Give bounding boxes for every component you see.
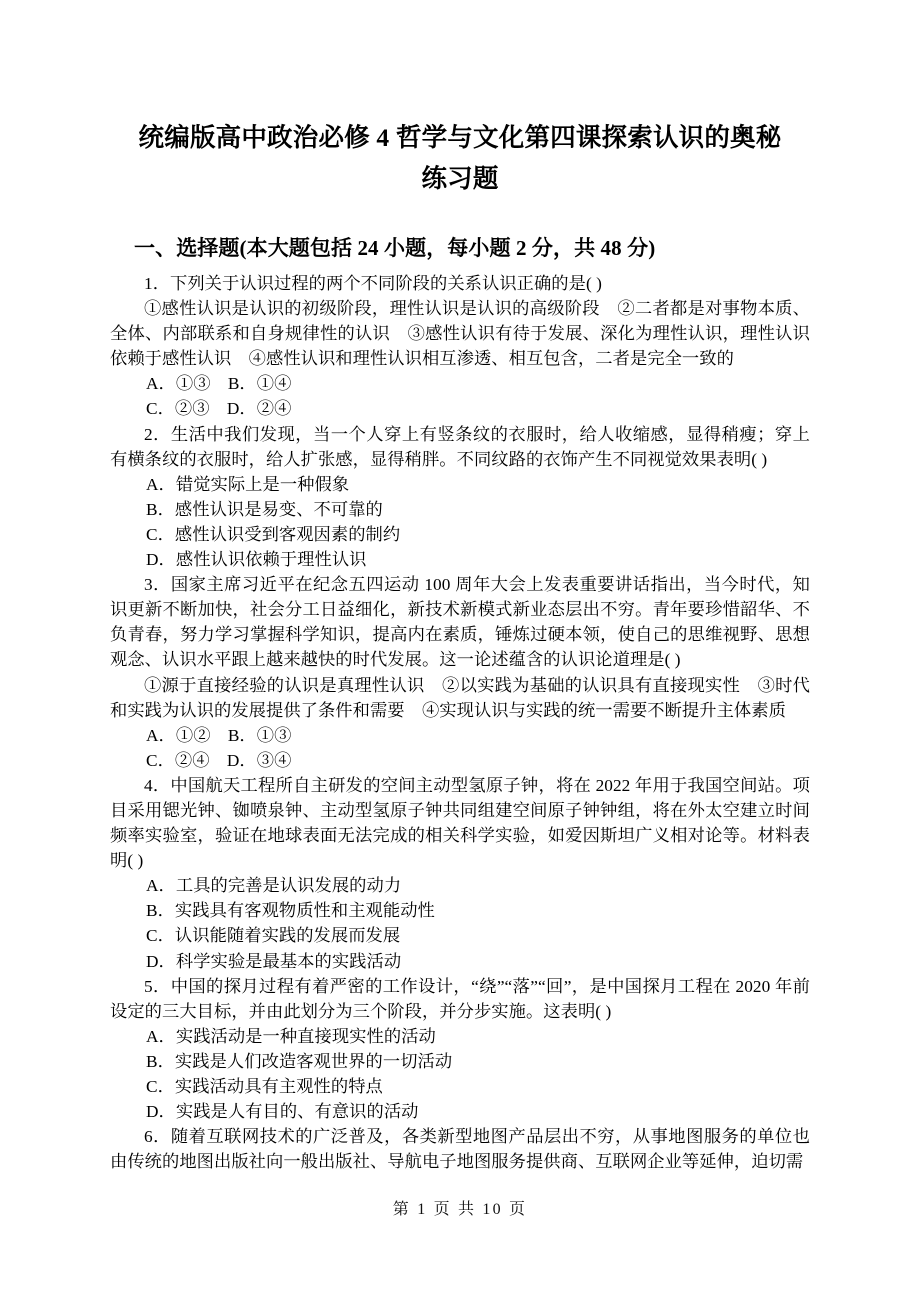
question-4-option-b[interactable]: B．实践具有客观物质性和主观能动性: [146, 901, 435, 921]
section-heading-multiple-choice: 一、选择题(本大题包括 24 小题，每小题 2 分，共 48 分): [134, 236, 656, 260]
question-1-options-row-1[interactable]: A．①③ B．①④: [146, 374, 292, 394]
question-5-stem: 5．中国的探月过程有着严密的工作设计，“绕”“落”“回”，是中国探月工程在 2020 年前设定的三大目标，并由此划分为三个阶段，并分步实施。这表明( ): [110, 976, 810, 1021]
question-2-option-d[interactable]: D．感性认识依赖于理性认识: [146, 550, 367, 570]
question-2-option-c[interactable]: C．感性认识受到客观因素的制约: [146, 524, 401, 544]
question-1-statements: ①感性认识是认识的初级阶段，理性认识是认识的高级阶段 ②二者都是对事物本质、全体、内部联系和自身规律性的认识 ③感性认识有待于发展、深化为理性认识，理性认识依赖于感性认识 ④感性认识和理性认识相互渗透、相互包含，二者是完全一致的: [110, 299, 810, 369]
page-content: [110, 0, 810, 1174]
question-1-stem: 1．下列关于认识过程的两个不同阶段的关系认识正确的是( ): [144, 274, 602, 293]
question-4-option-d[interactable]: D．科学实验是最基本的实践活动: [146, 951, 402, 971]
question-3-options-row-1[interactable]: A．①② B．①③: [146, 725, 292, 745]
question-3-options-row-2[interactable]: C．②④ D．③④: [146, 750, 292, 770]
page-title: 统编版高中政治必修 4 哲学与文化第四课探索认识的奥秘练习题: [138, 123, 782, 193]
question-2-stem: 2．生活中我们发现，当一个人穿上有竖条纹的衣服时，给人收缩感，显得稍瘦；穿上有横条纹的衣服时，给人扩张感，显得稍胖。不同纹路的衣饰产生不同视觉效果表明( ): [110, 424, 810, 469]
question-4-option-a[interactable]: A．工具的完善是认识发展的动力: [146, 876, 402, 896]
question-5-option-c[interactable]: C．实践活动具有主观性的特点: [146, 1077, 383, 1096]
page-footer: [0, 1196, 920, 1219]
question-3-statements: ①源于直接经验的认识是真理性认识 ②以实践为基础的认识具有直接现实性 ③时代和实践为认识的发展提供了条件和需要 ④实现认识与实践的统一需要不断提升主体素质: [110, 675, 810, 720]
question-4-stem: 4．中国航天工程所自主研发的空间主动型氢原子钟，将在 2022 年用于我国空间站。项目采用锶光钟、铷喷泉钟、主动型氢原子钟共同组建空间原子钟钟组，将在外太空建立时间频率实验室，验证在地球表面无法完成的相关科学实验，如爱因斯坦广义相对论等。材料表明( ): [110, 775, 810, 871]
question-5-option-d[interactable]: D．实践是人有目的、有意识的活动: [146, 1102, 419, 1122]
question-4-option-c[interactable]: C．认识能随着实践的发展而发展: [146, 926, 401, 946]
question-2-option-a[interactable]: A．错觉实际上是一种假象: [146, 474, 350, 494]
question-5-option-a[interactable]: A．实践活动是一种直接现实性的活动: [146, 1026, 436, 1046]
question-1-options-row-2[interactable]: C．②③ D．②④: [146, 399, 292, 419]
question-3-stem: 3．国家主席习近平在纪念五四运动 100 周年大会上发表重要讲话指出，当今时代，知识更新不断加快，社会分工日益细化，新技术新模式新业态层出不穷。青年要珍惜韶华、不负青春，努力学习掌握科学知识，提高内在素质，锤炼过硬本领，使自己的思维视野、思想观念、认识水平跟上越来越快的时代发展。这一论述蕴含的认识论道理是( ): [110, 575, 810, 670]
question-2-option-b[interactable]: B．感性认识是易变、不可靠的: [146, 499, 383, 519]
question-5-option-b[interactable]: B．实践是人们改造客观世界的一切活动: [146, 1051, 453, 1071]
question-6-stem: 6．随着互联网技术的广泛普及，各类新型地图产品层出不穷，从事地图服务的单位也由传统的地图出版社向一般出版社、导航电子地图服务提供商、互联网企业等延伸，迫切需: [110, 1127, 810, 1172]
page-number-label: 第 1 页 共 10 页: [392, 1201, 528, 1218]
